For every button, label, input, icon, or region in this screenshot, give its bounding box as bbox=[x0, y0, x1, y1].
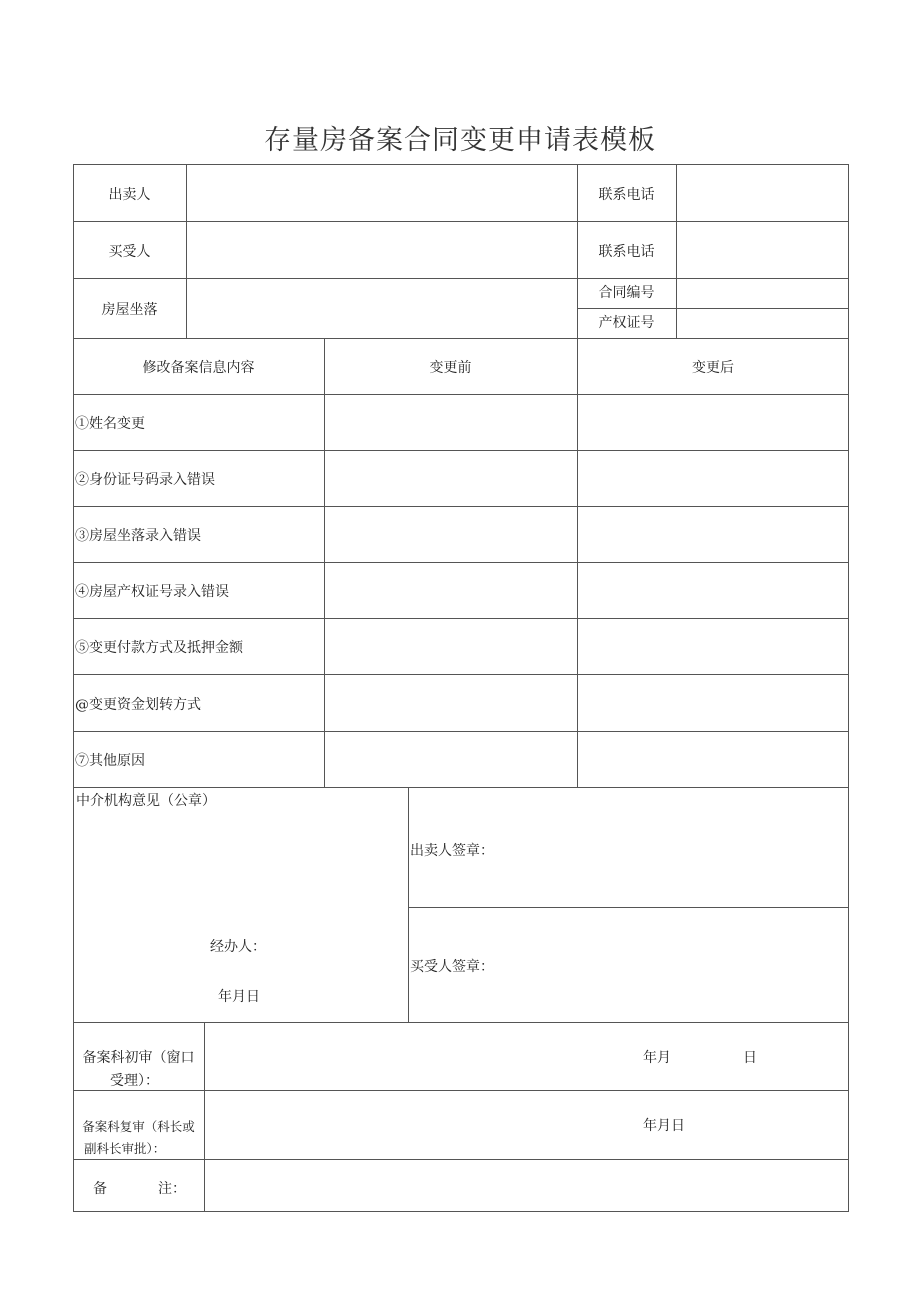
row-divider bbox=[577, 308, 849, 309]
row-divider bbox=[73, 1159, 849, 1160]
initial-review-date-ym: 年月 bbox=[643, 1050, 671, 1066]
change-item: ①姓名变更 bbox=[75, 416, 145, 432]
column-divider bbox=[324, 338, 325, 787]
handler-label: 经办人： bbox=[210, 939, 266, 955]
row-divider bbox=[73, 1090, 849, 1091]
buyer-phone-label: 联系电话 bbox=[598, 244, 655, 260]
column-divider bbox=[186, 164, 187, 338]
contract-no-label: 合同编号 bbox=[598, 285, 655, 301]
buyer-signature-label: 买受人签章： bbox=[410, 959, 494, 975]
remark-label-a: 备 bbox=[93, 1181, 107, 1197]
column-divider bbox=[408, 787, 409, 1022]
initial-review-date-d: 日 bbox=[743, 1050, 757, 1066]
seller-phone-label: 联系电话 bbox=[598, 187, 655, 203]
row-divider bbox=[73, 674, 849, 675]
row-divider bbox=[73, 450, 849, 451]
row-divider bbox=[73, 278, 849, 279]
initial-review-label-line1: 备案科初审（窗口 bbox=[82, 1050, 195, 1066]
second-review-label-line2: 副科长审批）： bbox=[84, 1141, 166, 1156]
row-divider bbox=[408, 907, 849, 908]
remark-label-b: 注： bbox=[158, 1181, 186, 1197]
buyer-label: 买受人 bbox=[108, 244, 151, 260]
change-item: ④房屋产权证号录入错误 bbox=[75, 584, 229, 600]
column-divider bbox=[204, 1022, 205, 1212]
after-header: 变更后 bbox=[692, 360, 734, 376]
row-divider bbox=[73, 221, 849, 222]
row-divider bbox=[73, 562, 849, 563]
seller-signature-label: 出卖人签章： bbox=[410, 843, 494, 859]
row-divider bbox=[73, 1022, 849, 1023]
initial-review-label-line2: 受理）： bbox=[110, 1073, 159, 1089]
row-divider bbox=[73, 506, 849, 507]
before-header: 变更前 bbox=[429, 360, 472, 376]
change-item: @变更资金划转方式 bbox=[75, 697, 201, 713]
agency-date: 年月日 bbox=[218, 989, 260, 1005]
row-divider bbox=[73, 731, 849, 732]
change-item: ②身份证号码录入错误 bbox=[75, 472, 215, 488]
row-divider bbox=[73, 618, 849, 619]
row-divider bbox=[73, 394, 849, 395]
second-review-date: 年月日 bbox=[643, 1118, 685, 1134]
column-divider bbox=[577, 338, 578, 787]
change-item: ⑤变更付款方式及抵押金额 bbox=[75, 640, 243, 656]
row-divider bbox=[73, 787, 849, 788]
column-divider bbox=[676, 164, 677, 338]
seller-label: 出卖人 bbox=[108, 187, 151, 203]
second-review-label-line1: 备案科复审（科长或 bbox=[82, 1119, 195, 1134]
agency-opinion-label: 中介机构意见（公章） bbox=[76, 793, 216, 809]
location-label: 房屋坐落 bbox=[101, 302, 158, 318]
change-content-header: 修改备案信息内容 bbox=[142, 360, 255, 376]
change-item: ③房屋坐落录入错误 bbox=[75, 528, 201, 544]
page-title: 存量房备案合同变更申请表模板 bbox=[264, 125, 656, 156]
row-divider bbox=[73, 338, 849, 339]
change-item: ⑦其他原因 bbox=[75, 753, 145, 769]
property-cert-label: 产权证号 bbox=[598, 315, 655, 331]
